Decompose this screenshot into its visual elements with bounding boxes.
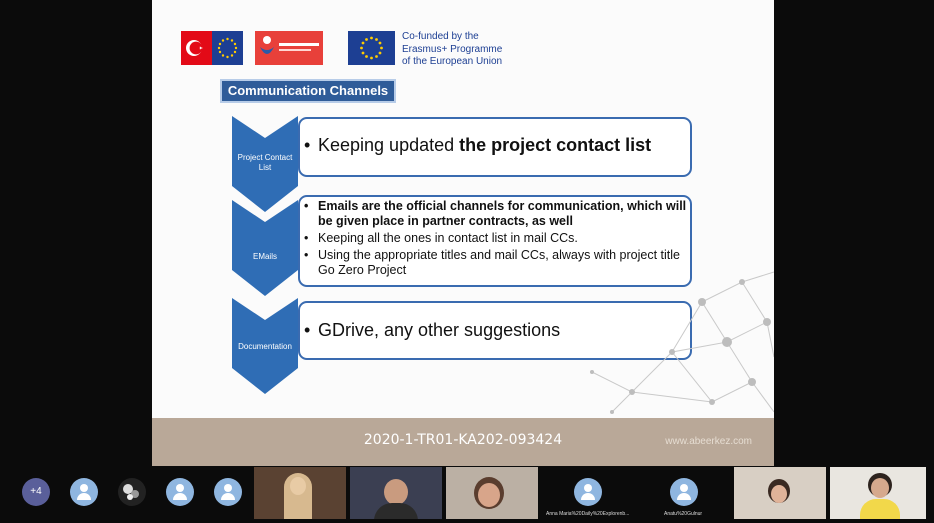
- participant-video-tile[interactable]: [350, 467, 442, 519]
- section-title: Communication Channels: [220, 79, 396, 103]
- participant-avatar[interactable]: [70, 478, 98, 506]
- bullet-item: • Emails are the official channels for communication, which will be given place in partner contracts, as well: [300, 199, 690, 229]
- participant-avatar[interactable]: [118, 478, 146, 506]
- row-label-emails: EMails: [252, 252, 277, 261]
- chevron-arrow-2: [232, 200, 298, 296]
- participant-avatar[interactable]: [670, 478, 698, 506]
- participant-video-tile[interactable]: [830, 467, 926, 519]
- participant-avatar[interactable]: [166, 478, 194, 506]
- bullet-item: • Keeping all the ones in contact list in mail CCs.: [300, 231, 690, 246]
- bullet-item: • Keeping updated the project contact list: [300, 134, 690, 156]
- bullet-item: • GDrive, any other suggestions: [300, 319, 690, 341]
- user-icon: [80, 484, 88, 492]
- slide-footer: [152, 418, 774, 466]
- user-icon: [584, 484, 592, 492]
- bullet-item: • Using the appropriate titles and mail CCs, always with project title Go Zero Project: [300, 248, 690, 278]
- row-label-documentation: Documentation: [238, 342, 292, 351]
- participant-video-tile[interactable]: [254, 467, 346, 519]
- presentation-slide: [152, 0, 774, 466]
- participant-video-tile[interactable]: [734, 467, 826, 519]
- website-text: www.abeerkez.com: [665, 436, 752, 447]
- participant-video-tile[interactable]: [446, 467, 538, 519]
- network-decoration: [552, 262, 774, 418]
- participant-avatar[interactable]: [214, 478, 242, 506]
- participant-name: Anatu%20Gulnur: [664, 511, 703, 517]
- user-icon: [176, 484, 184, 492]
- ngo-logo: [255, 31, 323, 65]
- user-icon: [224, 484, 232, 492]
- participant-name: Anna Maria%20Daily%20Explorenb...: [546, 511, 630, 517]
- project-code: 2020-1-TR01-KA202-093424: [363, 432, 563, 448]
- more-participants-button[interactable]: +4: [22, 478, 50, 506]
- row-label-contact-list: Project Contact List: [237, 153, 293, 172]
- content-box-contact-list: [298, 117, 692, 177]
- user-icon: [680, 484, 688, 492]
- cofunded-text: Co-funded by the Erasmus+ Programme of the European Union: [402, 31, 503, 67]
- eu-flag-logo: [348, 31, 395, 65]
- turkey-eu-flag-logo: [181, 31, 243, 65]
- participant-avatar[interactable]: [574, 478, 602, 506]
